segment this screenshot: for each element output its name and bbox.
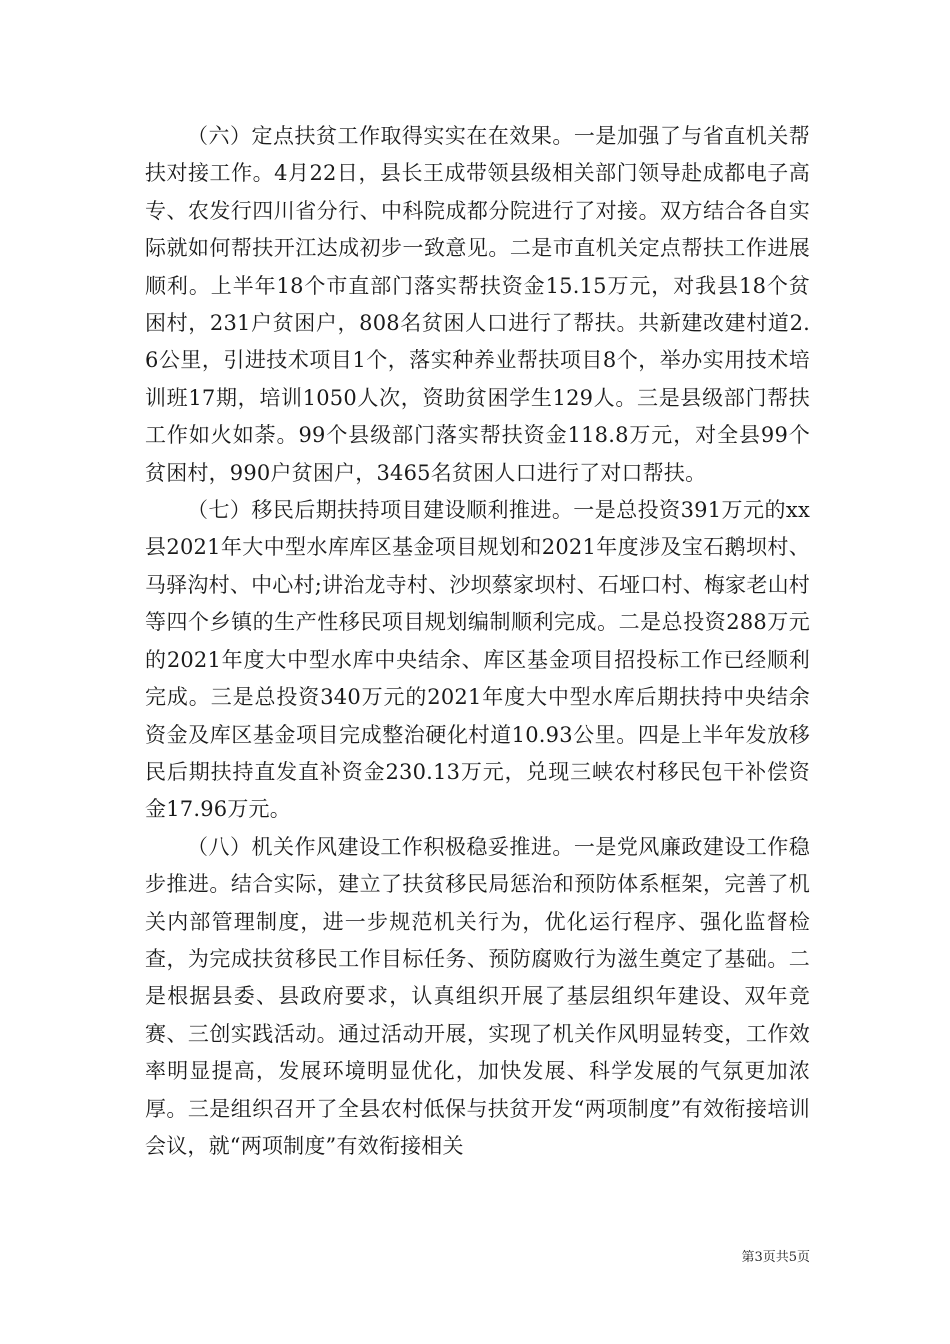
document-body — [145, 118, 810, 1165]
paragraph-seven-resettlement-support: （七）移民后期扶持项目建设顺利推进。一是总投资391万元的xx县2021年大中型水库库区基金项目规划和2021年度涉及宝石鹅坝村、马驿沟村、中心村;讲治龙寺村、沙坝蔡家坝村、石垭口村、梅家老山村等四个乡镇的生产性移民项目规划编制顺利完成。二是总投资288万元的2021年度大中型水库中央结余、库区基金项目招投标工作已经顺利完成。三是总投资340万元的2021年度大中型水库后期扶持中央结余资金及库区基金项目完成整治硬化村道10.93公里。四是上半年发放移民后期扶持直发直补资金230.13万元，兑现三峡农村移民包干补偿资金17.96万元。 — [145, 498, 810, 822]
paragraph-eight-work-style-building: （八）机关作风建设工作积极稳妥推进。一是党风廉政建设工作稳步推进。结合实际，建立了扶贫移民局惩治和预防体系框架，完善了机关内部管理制度，进一步规范机关行为，优化运行程序、强化监督检查，为完成扶贫移民工作目标任务、预防腐败行为滋生奠定了基础。二是根据县委、县政府要求，认真组织开展了基层组织年建设、双年竞赛、三创实践活动。通过活动开展，实现了机关作风明显转变，工作效率明显提高，发展环境明显优化，加快发展、科学发展的气氛更加浓厚。三是组织召开了全县农村低保与扶贫开发“两项制度”有效衔接培训会议，就“两项制度”有效衔接相关 — [145, 834, 810, 1158]
page-number: 第3页共5页 — [741, 1250, 810, 1265]
paragraph-six-targeted-poverty-alleviation: （六）定点扶贫工作取得实实在在效果。一是加强了与省直机关帮扶对接工作。4月22日，县长王成带领县级相关部门领导赴成都电子高专、农发行四川省分行、中科院成都分院进行了对接。双方结合各自实际就如何帮扶开江达成初步一致意见。二是市直机关定点帮扶工作进展顺利。上半年18个市直部门落实帮扶资金15.15万元，对我县18个贫困村，231户贫困户，808名贫困人口进行了帮扶。共新建改建村道2.6公里，引进技术项目1个，落实种养业帮扶项目8个，举办实用技术培训班17期，培训1050人次，资助贫困学生129人。三是县级部门帮扶工作如火如荼。99个县级部门落实帮扶资金118.8万元，对全县99个贫困村，990户贫困户，3465名贫困人口进行了对口帮扶。 — [145, 124, 810, 485]
